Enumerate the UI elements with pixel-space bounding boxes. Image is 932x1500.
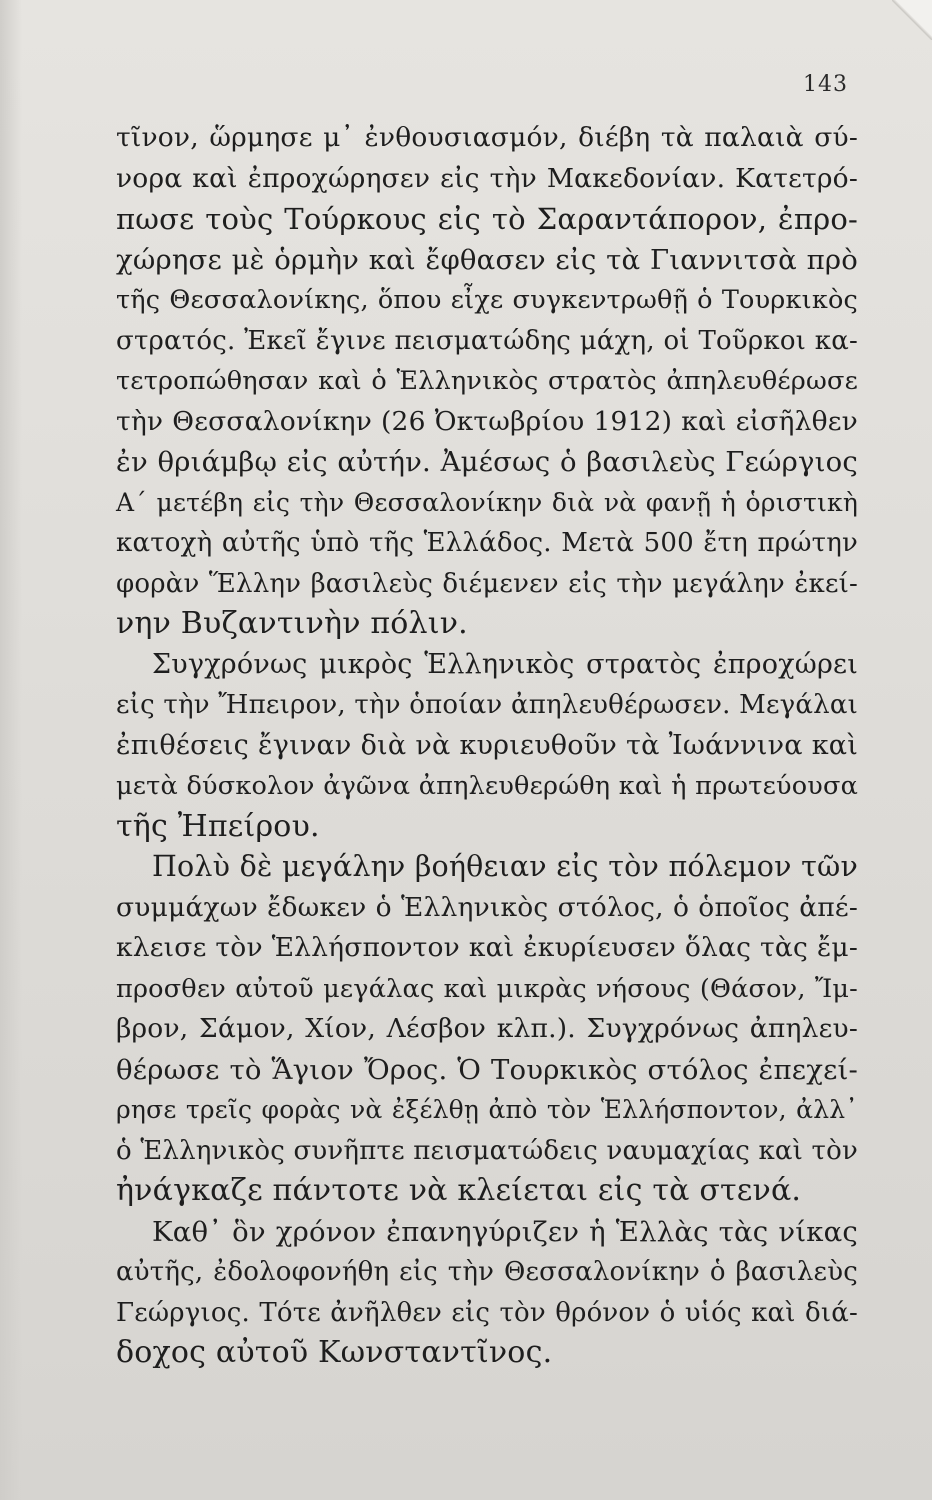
page-fold-corner <box>892 0 932 40</box>
text-line: Καθ᾽ ὃν χρόνον ἐπανηγύριζεν ἡ Ἑλλὰς τὰς νίκας <box>152 1215 858 1248</box>
text-line: Συγχρόνως μικρὸς Ἑλληνικὸς στρατὸς ἐπροχώρει <box>152 648 858 680</box>
text-line: πωσε τοὺς Τούρκους εἰς τὸ Σαραντάπορον, ἐπρο- <box>116 202 858 236</box>
text-line: ἐν θριάμβῳ εἰς αὐτήν. Ἀμέσως ὁ βασιλεὺς Γεώργιος <box>116 446 858 478</box>
text-line: στρατός. Ἐκεῖ ἔγινε πεισματώδης μάχη, οἱ Τοῦρκοι κα- <box>116 325 858 356</box>
text-line: Α΄ μετέβη εἰς τὴν Θεσσαλονίκην διὰ νὰ φανῇ ἡ ὁριστικὴ <box>116 487 858 517</box>
text-line: μετὰ δύσκολον ἀγῶνα ἀπηλευθερώθη καὶ ἡ πρωτεύουσα <box>116 771 858 801</box>
text-line: χώρησε μὲ ὁρμὴν καὶ ἔφθασεν εἰς τὰ Γιαννιτσὰ πρὸ <box>116 243 858 276</box>
text-line: ἐπιθέσεις ἔγιναν διὰ νὰ κυριευθοῦν τὰ Ἰωάννινα καὶ <box>116 729 858 761</box>
text-line: τῆς Θεσσαλονίκης, ὅπου εἶχε συγκεντρωθῇ ὁ Τουρκικὸς <box>116 285 858 315</box>
text-line: προσθεν αὐτοῦ μεγάλας καὶ μικρὰς νήσους (Θάσον, Ἴμ- <box>116 973 858 1004</box>
text-line: θέρωσε τὸ Ἅγιον Ὄρος. Ὁ Τουρκικὸς στόλος ἐπεχεί- <box>116 1053 858 1086</box>
text-line: φορὰν Ἕλλην βασιλεὺς διέμενεν εἰς τὴν μεγάλην ἐκεί- <box>116 568 858 599</box>
page-shadow-edge <box>0 0 22 1500</box>
page-number: 143 <box>803 72 848 97</box>
text-line: ὁ Ἑλληνικὸς συνῆπτε πεισματώδεις ναυμαχίας καὶ τὸν <box>116 1135 858 1166</box>
text-line: κατοχὴ αὐτῆς ὑπὸ τῆς Ἑλλάδος. Μετὰ 500 ἔτη πρώτην <box>116 528 858 558</box>
text-line: νορα καὶ ἐπροχώρησεν εἰς τὴν Μακεδονίαν. Κατετρό- <box>116 162 858 194</box>
text-line: ρησε τρεῖς φορὰς νὰ ἐξέλθῃ ἀπὸ τὸν Ἑλλήσποντον, ἀλλ᾽ <box>116 1095 858 1124</box>
text-line: τὴν Θεσσαλονίκην (26 Ὀκτωβρίου 1912) καὶ εἰσῆλθεν <box>116 405 858 437</box>
text-line: αὐτῆς, ἐδολοφονήθη εἰς τὴν Θεσσαλονίκην ὁ βασιλεὺς <box>116 1257 858 1287</box>
text-line: νην Βυζαντινὴν πόλιν. <box>116 606 468 641</box>
text-line: τετροπώθησαν καὶ ὁ Ἑλληνικὸς στρατὸς ἀπηλευθέρωσε <box>116 366 858 396</box>
text-line: κλεισε τὸν Ἑλλήσποντον καὶ ἐκυρίευσεν ὅλας τὰς ἔμ- <box>116 932 858 963</box>
text-line: ἠνάγκαζε πάντοτε νὰ κλείεται εἰς τὰ στενά. <box>116 1173 802 1208</box>
text-line: τῖνον, ὥρμησε μ᾽ ἐνθουσιασμόν, διέβη τὰ παλαιὰ σύ- <box>116 122 858 153</box>
text-line: τῆς Ἠπείρου. <box>116 808 320 844</box>
text-line: συμμάχων ἔδωκεν ὁ Ἑλληνικὸς στόλος, ὁ ὁποῖος ἀπέ- <box>116 891 858 923</box>
text-line: Γεώργιος. Τότε ἀνῆλθεν εἰς τὸν θρόνον ὁ υἱός καὶ διά- <box>116 1297 858 1328</box>
text-line: εἰς τὴν Ἤπειρον, τὴν ὁποίαν ἀπηλευθέρωσεν. Μεγάλαι <box>116 690 858 720</box>
text-line: Πολὺ δὲ μεγάλην βοήθειαν εἰς τὸν πόλεμον τῶν <box>152 850 858 883</box>
text-line: δοχος αὐτοῦ Κωνσταντῖνος. <box>116 1335 553 1370</box>
text-line: βρον, Σάμον, Χίον, Λέσβον κλπ.). Συγχρόνως ἀπηλευ- <box>116 1013 858 1044</box>
body-text <box>116 118 858 1374</box>
